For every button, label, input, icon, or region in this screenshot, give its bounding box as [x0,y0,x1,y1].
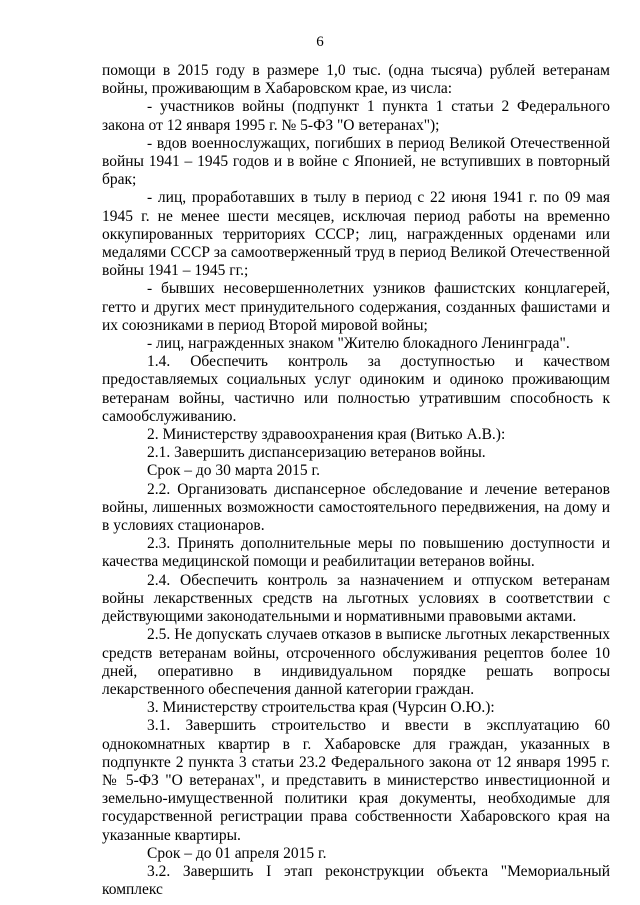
clause-2-heading: 2. Министерству здравоохранения края (Витько А.В.): [147,426,506,444]
clause-3-1: 3.1. Завершить строительство и ввести в эксплуатацию 60 однокомнатных квартир в г. Хабаровске для граждан, указанных в подпункте 2 пункта 3 статьи 23.2 Федерального закона от 12 января 1995 г. № 5-ФЗ "О ветеранах", и представить в министерство инвестиционной и земельно-имущественной политики края документы, необходимые для государственной регистрации права собственности Хабаровского края на указанные квартиры. [102,717,610,844]
clause-3-2: 3.2. Завершить I этап реконструкции объекта "Мемориальный комплекс [102,862,610,899]
deadline-3-1: Срок – до 01 апреля 2015 г. [147,844,327,862]
list-item-war-participants: - участников войны (подпункт 1 пункта 1 статьи 2 Федерального закона от 12 января 1995 г. № 5-ФЗ "О ветеранах"); [102,98,610,134]
clause-2-2: 2.2. Организовать диспансерное обследование и лечение ветеранов войны, лишенных возможности самостоятельного передвижения, на дому и в условиях стационаров. [102,480,610,535]
list-item-former-prisoners: - бывших несовершеннолетних узников фашистских концлагерей, гетто и других мест принудительного содержания, созданных фашистами и их союзниками в период Второй мировой войны; [102,280,610,334]
clause-1-4: 1.4. Обеспечить контроль за доступностью и качеством предоставляемых социальных услуг одиноким и одиноко проживающим ветеранам войны, частично или полностью утратившим способность к самообслуживанию. [102,353,610,425]
clause-2-5: 2.5. Не допускать случаев отказов в выписке льготных лекарственных средств ветеранам войны, отсроченного обслуживания рецептов более 10 дней, оперативно в индивидуальном порядке решать вопросы лекарственного обеспечения данной категории граждан. [102,626,610,698]
list-item-widows: - вдов военнослужащих, погибших в период Великой Отечественной войны 1941 – 1945 годов и в войне с Японией, не вступивших в повторный брак; [102,134,610,189]
document-body [102,62,610,899]
paragraph-intro: помощи в 2015 году в размере 1,0 тыс. (одна тысяча) рублей ветеранам войны, проживающим в Хабаровском крае, из числа: [102,62,610,98]
page-number: 6 [316,34,324,50]
clause-2-4: 2.4. Обеспечить контроль за назначением и отпуском ветеранам войны лекарственных средств на льготных условиях в соответствии с действующими законодательными и нормативными правовыми актами. [102,571,610,626]
clause-3-heading: 3. Министерству строительства края (Чурсин О.Ю.): [147,699,495,717]
clause-2-1: 2.1. Завершить диспансеризацию ветеранов войны. [147,444,486,462]
list-item-home-front-workers: - лиц, проработавших в тылу в период с 22 июня 1941 г. по 09 мая 1945 г. не менее шести месяцев, исключая период работы на временно оккупированных территориях СССР; лиц, награжденных орденами или медалями СССР за самоотверженный труд в период Великой Отечественной войны 1941 – 1945 гг.; [102,189,610,280]
deadline-2-1: Срок – до 30 марта 2015 г. [147,462,320,480]
list-item-leningrad-siege: - лиц, награжденных знаком "Жителю блокадного Ленинграда". [147,335,570,353]
clause-2-3: 2.3. Принять дополнительные меры по повышению доступности и качества медицинской помощи и реабилитации ветеранов войны. [102,535,610,571]
